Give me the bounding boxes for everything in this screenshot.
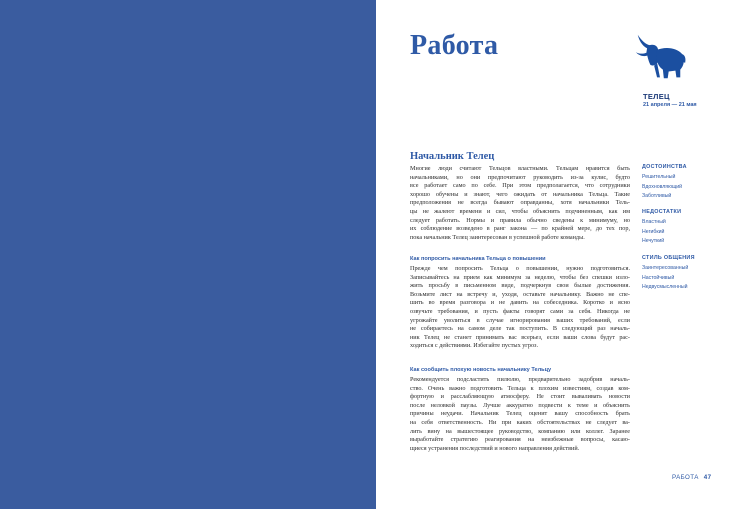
footer-section-label: РАБОТА bbox=[672, 474, 699, 481]
style-item: Недвусмысленный bbox=[642, 284, 688, 291]
bad-news-paragraph bbox=[410, 376, 630, 453]
text-line: шить во время разговора и не давить на собеседника. Коротко и ясно bbox=[410, 299, 630, 307]
text-line: ство. Очень важно подготовить Тельца к плохим известиям, создав ком- bbox=[410, 384, 630, 392]
style-item: Настойчивый bbox=[642, 274, 675, 281]
weakness-item: Нечуткий bbox=[642, 238, 665, 245]
strengths-heading: ДОСТОИНСТВА bbox=[642, 164, 687, 170]
style-item: Заинтересованный bbox=[642, 265, 689, 271]
intro-paragraph bbox=[410, 165, 630, 242]
strength-item: Заботливый bbox=[642, 193, 672, 200]
text-line: предположения не всегда бывают оправданны, хотя начальники Тель- bbox=[410, 199, 630, 207]
weakness-item: Властный bbox=[642, 219, 666, 225]
text-line: на себя ответственность. Ни при каких обстоятельствах не следует ва- bbox=[410, 418, 630, 426]
strength-item: Вдохновляющий bbox=[642, 183, 683, 190]
text-line: их соблюдение возведено в ранг закона — по крайней мере, до тех пор, bbox=[410, 225, 630, 233]
text-line: следует работать. Нормы и правила обычно сведены к минимуму, но bbox=[410, 216, 630, 224]
text-line: лить вину на вышестоящее руководство, компанию или коллег. Заранее bbox=[410, 427, 630, 435]
subheading-bad-news: Как сообщить плохую новость начальнику Тельцу bbox=[410, 367, 552, 373]
text-line: Многие люди считают Тельцов властными. Тельцам нравится быть bbox=[410, 165, 630, 172]
text-line: начальниками, но они предпочитают руководить из-за кулис, будто bbox=[410, 173, 630, 181]
text-line: озвучьте требования, и пусть факты говорят сами за себя. Никогда не bbox=[410, 307, 630, 315]
text-line: причины неудачи. Начальник Телец оценит вашу способность брать bbox=[410, 410, 630, 418]
text-line: цы не жалеют времени и сил, чтобы объяснить подчиненным, как им bbox=[410, 207, 630, 215]
weakness-item: Негибкий bbox=[642, 228, 665, 235]
subheading-promotion: Как попросить начальника Тельца о повышении bbox=[410, 256, 546, 262]
text-line: пока начальник Телец заинтересован в успешной работе команды. bbox=[410, 233, 585, 241]
weaknesses-heading: НЕДОСТАТКИ bbox=[642, 209, 682, 215]
text-line: не собираетесь на самом деле так поступить. В следующий раз началь- bbox=[410, 325, 630, 333]
text-line: жить просьбу в письменном виде, подчеркнув свои былые достижения. bbox=[410, 282, 630, 290]
text-line: после неловкой паузы. Лучше аккуратно подвести к теме и объяснить bbox=[410, 401, 630, 409]
text-line: Прежде чем попросить Тельца о повышении, нужно подготовиться. bbox=[410, 265, 630, 272]
text-line: хорошо обучены и знают, чего ожидать от начальника Тельца. Такие bbox=[410, 190, 630, 198]
text-line: Рекомендуется подсластить пилюлю, предварительно задобрив началь- bbox=[410, 376, 630, 383]
text-line: щиеся устранения последствий и нового направления действий. bbox=[410, 444, 580, 452]
section-title: Начальник Телец bbox=[410, 151, 495, 162]
page bbox=[376, 0, 750, 509]
sign-name: ТЕЛЕЦ bbox=[643, 92, 670, 101]
text-line: ходиться с действиями. Избегайте пустых угроз. bbox=[410, 342, 539, 350]
page-footer bbox=[672, 474, 711, 481]
page-number: 47 bbox=[703, 474, 712, 481]
page-title: Работа bbox=[410, 30, 499, 61]
text-line: угрожайте уволиться в случае игнорирования ваших требований, если bbox=[410, 316, 630, 324]
text-line: все работает само по себе. При этом предполагается, что сотрудники bbox=[410, 182, 630, 190]
sidebar-strengths bbox=[642, 164, 722, 202]
sign-dates: 21 апреля — 21 мая bbox=[643, 102, 697, 108]
text-line: Возьмите лист на встречу и, уходя, оставьте начальнику. Важно не спе- bbox=[410, 290, 630, 298]
text-line: Записывайтесь на прием как минимум за неделю, чтобы без спешки изло- bbox=[410, 273, 630, 281]
sidebar-weaknesses bbox=[642, 209, 722, 247]
text-line: выработайте стратегию реагирования на неизбежные вопросы, касаю- bbox=[410, 436, 630, 444]
text-line: фортную и расслабляющую атмосферу. Не стоит вываливать новости bbox=[410, 393, 630, 401]
bull-icon bbox=[630, 30, 688, 86]
strength-item: Решительный bbox=[642, 174, 676, 180]
sidebar-communication-style bbox=[642, 255, 722, 293]
text-line: ник Телец не станет принимать вас всерьез, если ваши слова будут рас- bbox=[410, 333, 630, 341]
promotion-paragraph bbox=[410, 265, 630, 351]
style-heading: СТИЛЬ ОБЩЕНИЯ bbox=[642, 255, 695, 261]
